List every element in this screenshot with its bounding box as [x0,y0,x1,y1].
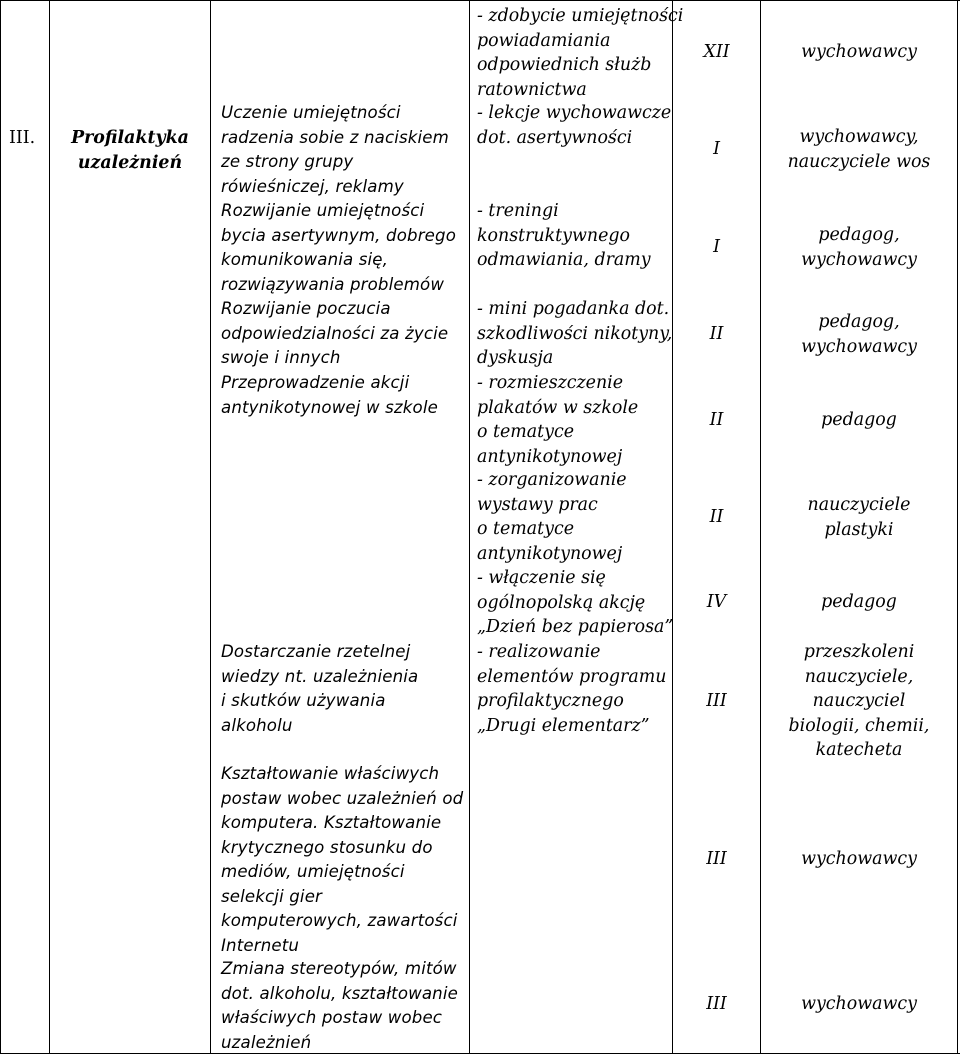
goal-item [221,199,456,297]
responsible-cell-line: plastyki [824,519,894,540]
goal-item-line: Kształtowanie właściwych [221,764,440,783]
responsible-cell [761,847,957,872]
activity-item-line: antynikotynowej [477,446,623,467]
goal-item-line: rozwiązywania problemów [221,274,445,294]
activity-item-line: dyskusja [477,348,554,368]
goal-item-line: Przeprowadzenie akcji [221,373,410,392]
responsible-cell [761,590,957,615]
responsible-cell-line: wychowawcy [801,42,917,62]
activity-item-line: ratownictwa [477,79,587,100]
activity-item-line: dot. asertywności [477,127,633,148]
activity-item-line: odmawiania, dramy [477,250,651,270]
goal-item-line: Dostarczanie rzetelnej [221,642,411,661]
section-number: III. [9,128,36,148]
term-cell: II [709,507,724,527]
activity-item-line: wystawy prac [477,494,598,515]
goal-item-line: Rozwijanie umiejętności [221,201,425,220]
goal-item-line: antynikotynowej w szkole [221,397,438,417]
activity-item [477,199,651,273]
responsible-cell-line: wychowawcy [801,249,917,270]
goal-item-line: mediów, umiejętności [221,862,405,881]
responsible-cell [761,310,957,359]
activity-item-line: plakatów w szkole [477,397,639,418]
activity-item-line: - rozmieszczenie [477,373,624,393]
goal-item-line: dot. alkoholu, kształtowanie [221,983,458,1003]
term-cell: III [706,994,727,1014]
activity-item-line: - zdobycie umiejętności [477,6,684,26]
activity-item-line: - treningi [477,201,559,221]
responsible-cell-line: wychowawcy [801,849,917,869]
goal-item-line: komunikowania się, [221,250,389,269]
responsible-cell-line: nauczyciele, [804,666,914,687]
responsible-cell [761,125,957,174]
responsible-cell-line: biologii, chemii, [788,715,930,736]
term-cell: III [706,691,727,711]
table-border-bottom [0,1053,960,1054]
goal-item [221,640,418,738]
activity-item-line: antynikotynowej [477,543,623,564]
term-cell: XII [703,42,730,62]
responsible-cell-line: przeszkoleni [803,642,915,662]
responsible-cell-line: wychowawcy [801,336,917,357]
responsible-cell [761,223,957,272]
activity-item [477,297,672,371]
goal-item [221,762,463,958]
activity-item-line: - mini pogadanka dot. [477,299,670,319]
goal-item [221,297,448,371]
activity-item-line: szkodliwości nikotyny, [477,323,673,344]
activity-item-line: o tematyce [477,519,574,539]
goal-item-line: Uczenie umiejętności [221,103,401,122]
activity-item [477,468,627,566]
section-title-line: uzależnień [77,152,183,173]
activity-item [477,371,638,469]
activity-item-line: profilaktycznego [477,691,624,711]
goal-item-line: właściwych postaw wobec [221,1008,443,1027]
goal-item-line: radzenia sobie z naciskiem [221,127,449,147]
goal-item-line: bycia asertywnym, dobrego [221,225,457,245]
responsible-cell-line: nauczyciele wos [787,151,931,172]
activity-item-line: „Drugi elementarz” [477,715,650,736]
goal-item-line: ze strony grupy [221,152,354,171]
table-border-left [0,0,1,1054]
activity-item-line: konstruktywnego [477,225,630,246]
goal-item [221,371,438,420]
goal-item-line: komputerowych, zawartości [221,911,458,930]
goal-item-line: postaw wobec uzależnień od [221,788,464,808]
activity-item [477,101,671,150]
responsible-cell-line: katecheta [815,740,903,760]
activity-item-line: - włączenie się [477,568,606,588]
activity-item-line: elementów programu [477,666,667,687]
goal-item-line: selekcji gier [221,886,323,906]
column-divider-3 [469,0,470,1054]
goal-item-line: Rozwijanie poczucia [221,299,391,318]
responsible-cell [761,992,957,1017]
responsible-cell-line: nauczyciel [812,691,906,711]
table-border-right [957,0,958,1054]
goal-item-line: uzależnień [221,1032,312,1052]
responsible-cell-line: nauczyciele [807,495,911,515]
activity-item-line: - realizowanie [477,642,601,662]
section-title-line: Profilaktyka [71,128,189,148]
term-cell: IV [706,592,727,612]
term-cell: I [713,139,720,159]
activity-item-line: odpowiednich służb [477,55,652,75]
responsible-cell [761,408,957,433]
responsible-cell [761,493,957,542]
table-border-top [0,0,960,1]
activity-item-line: powiadamiania [477,30,611,51]
goal-item-line: krytycznego stosunku do [221,837,433,857]
goal-item-line: swoje i innych [221,348,341,367]
activity-item-line: - lekcje wychowawcze [477,103,672,123]
term-cell: II [709,410,724,430]
term-cell: I [713,237,720,257]
responsible-cell-line: pedagog [821,410,897,430]
activity-item-line: „Dzień bez papierosa” [477,617,674,637]
activity-item-line: - zorganizowanie [477,470,627,490]
goal-item-line: alkoholu [221,715,293,735]
activity-item [477,566,673,640]
term-cell: III [706,849,727,869]
section-title [50,126,210,175]
responsible-cell [761,640,957,763]
term-cell: II [709,324,724,344]
goal-item-line: rówieśniczej, reklamy [221,176,404,196]
goal-item [221,957,458,1055]
activity-item [477,4,683,102]
responsible-cell-line: pedagog [821,592,897,612]
responsible-cell-line: wychowawcy, [799,127,919,147]
goal-item [221,101,449,199]
activity-item-line: ogólnopolską akcję [477,592,646,613]
goal-item-line: i skutków używania [221,691,386,710]
activity-item-line: o tematyce [477,422,574,442]
activity-item [477,640,666,738]
goal-item-line: Zmiana stereotypów, mitów [221,959,457,978]
goal-item-line: wiedzy nt. uzależnienia [221,666,419,686]
responsible-cell-line: pedagog, [818,312,900,332]
responsible-cell-line: pedagog, [818,225,900,245]
goal-item-line: Internetu [221,935,300,955]
responsible-cell [761,40,957,65]
goal-item-line: odpowiedzialności za życie [221,323,449,343]
responsible-cell-line: wychowawcy [801,994,917,1014]
column-divider-2 [210,0,211,1054]
goal-item-line: komputera. Kształtowanie [221,813,442,832]
